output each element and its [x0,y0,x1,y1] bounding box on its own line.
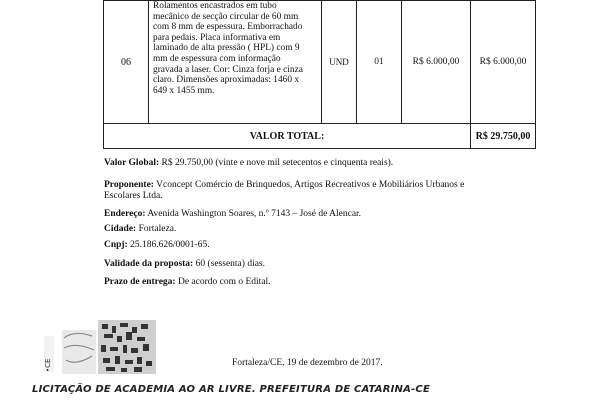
description-line: mm de espessura com informação [153,53,281,64]
description-line: com 8 mm de espessura. Emborrachado [153,22,303,33]
prazo-value: De acordo com o Edital. [175,277,271,287]
proponente [104,180,494,202]
item-quantity: 01 [357,1,402,124]
endereco-label: Endereço: [104,209,146,219]
description-line: gravada a laser. Cor: Cinza forja e cinza [153,64,303,75]
svg-text:•CE: •CE [44,358,52,372]
item-number: 06 [104,1,149,124]
description-line: Rolamentos encastrados em tubo [153,1,277,11]
cidade-value: Fortaleza. [136,224,177,234]
item-unit-price: R$ 6.000,00 [402,1,471,124]
validade-label: Validade da proposta: [104,259,194,269]
price-table [103,0,536,149]
validade [104,259,265,270]
stamp-image [40,318,160,376]
valor-global-value: R$ 29.750,00 (vinte e nove mil setecentos e cinquenta reais). [159,158,394,168]
date-line: Fortaleza/CE, 19 de dezembro de 2017. [232,358,383,368]
total-label: VALOR TOTAL: [104,124,471,149]
item-description [149,1,322,124]
proponente-value: Vconcept Comércio de Brinquedos, Artigos Recreativos e Mobiliários Urbanos e Escolares Ltda. [104,180,465,201]
prazo-label: Prazo de entrega: [104,277,176,287]
validade-value: 60 (sessenta) dias. [193,259,265,269]
total-value: R$ 29.750,00 [471,124,536,149]
description-line: laminado de alta pressão ( HPL) com 9 [153,43,300,54]
table-row [104,1,536,124]
description-line: para pedais. Placa informativa em [153,32,281,43]
cidade-label: Cidade: [104,224,137,234]
description-line: mecânico de secção circular de 60 mm [153,11,299,22]
valor-global-label: Valor Global: [104,158,160,168]
cidade [104,224,176,235]
total-row [104,124,536,149]
prazo-entrega [104,277,271,288]
cnpj-label: Cnpj: [104,240,128,250]
description-line: 649 x 1455 mm. [153,85,215,96]
endereco [104,209,361,220]
description-line: claro. Dimensões aproximadas: 1460 x [153,75,300,86]
proponente-label: Proponente: [104,180,154,190]
cnpj-value: 25.186.626/0001-65. [127,240,210,250]
endereco-value: Avenida Washington Soares, n.º 7143 – José de Alencar. [145,209,362,219]
item-total-price: R$ 6.000,00 [471,1,536,124]
item-unit: UND [322,1,357,124]
valor-global [104,158,393,169]
cnpj [104,240,210,251]
image-caption: LICITAÇÃO DE ACADEMIA AO AR LIVRE. PREFEITURA DE CATARINA-CE [32,384,430,395]
